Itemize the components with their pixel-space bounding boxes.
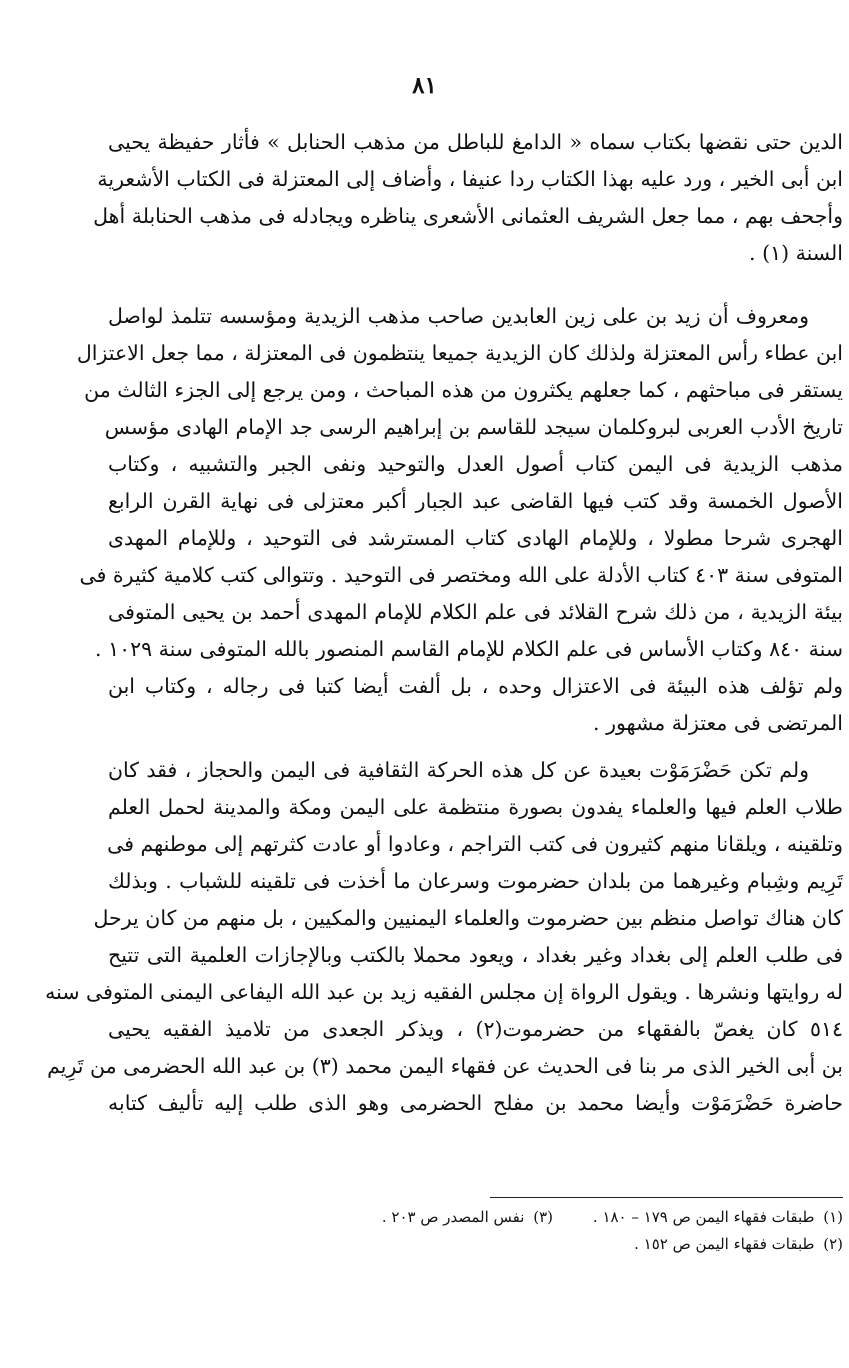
- footnote-row: [150, 1231, 843, 1258]
- text-line: السنة (١) .: [749, 241, 843, 265]
- paragraph-1: [93, 124, 843, 272]
- text-line: له روايتها ونشرها . ويقول الرواة إن مجلس الفقيه زيد بن عبد الله اليفاعى اليمنى المتوفى سنه: [45, 980, 843, 1004]
- text-line: وتلقينه ، ويلقانا منهم كثيرون فى كتب التراجم ، وعادوا أو عادت كثرتهم إلى موطنهم فى: [107, 832, 843, 856]
- page-number: ٨١: [412, 72, 437, 99]
- text-line: مذهب الزيدية فى اليمن كتاب أصول العدل والتوحيد ونفى الجبر والتشبيه ، وكتاب: [108, 452, 843, 476]
- text-line: بيئة الزيدية ، من ذلك شرح القلائد فى علم الكلام للإمام المهدى أحمد بن يحيى المتوفى: [108, 600, 843, 624]
- text-line: سنة ٨٤٠ وكتاب الأساس فى علم الكلام للإمام القاسم المنصور بالله المتوفى سنة ١٠٢٩ .: [95, 637, 843, 661]
- text-line: تاريخ الأدب العربى لبروكلمان سيجد للقاسم بن إبراهيم الرسى جد الإمام الهادى مؤسس: [104, 415, 843, 439]
- text-line: فى طلب العلم إلى بغداد وغير بغداد ، ويعود محملا بالكتب وبالإجازات العلمية التى تتيح: [108, 943, 843, 967]
- footnote-text: طبقات فقهاء اليمن ص ١٧٩ – ١٨٠ .: [592, 1208, 815, 1226]
- footnote-1: [553, 1204, 843, 1231]
- text-line: ولم تؤلف هذه البيئة فى الاعتزال وحده ، بل ألفت أيضا كتبا فى رجاله ، وكتاب ابن: [108, 674, 843, 698]
- footnote-number: (١): [823, 1208, 843, 1226]
- paragraph-3: [45, 752, 843, 1122]
- text-line: طلاب العلم فيها والعلماء يفدون بصورة منتظمة على اليمن ومكة والمدينة لحمل العلم: [108, 795, 843, 819]
- main-text: [45, 124, 843, 1122]
- footnote-text: طبقات فقهاء اليمن ص ١٥٢ .: [634, 1235, 815, 1253]
- text-line: الهجرى شرحا مطولا ، وللإمام الهادى كتاب المسترشد فى التوحيد ، وللإمام المهدى: [108, 526, 843, 550]
- text-line: تَرِيم وشِبام وغيرهما من بلدان حضرموت وسرعان ما أخذت فى تلقينه للشباب . وبذلك: [108, 869, 843, 893]
- footnote-text: نفس المصدر ص ٢٠٣ .: [381, 1208, 525, 1226]
- text-line: كان هناك تواصل منظم بين حضرموت والعلماء اليمنيين والمكيين ، بل منهم من كان يرحل: [93, 906, 843, 930]
- footnote-divider: [490, 1197, 843, 1198]
- footnote-row: [150, 1204, 843, 1231]
- paragraph-spacer: [108, 742, 843, 752]
- text-line: ومعروف أن زيد بن على زين العابدين صاحب مذهب الزيدية ومؤسسه تتلمذ لواصل: [108, 304, 809, 328]
- text-line: ولم تكن حَضْرَمَوْت بعيدة عن كل هذه الحركة الثقافية فى اليمن والحجاز ، فقد كان: [108, 758, 809, 782]
- text-line: الدين حتى نقضها بكتاب سماه « الدامغ للباطل من مذهب الحنابل » فأثار حفيظة يحيى: [108, 130, 843, 154]
- footnote-3: [382, 1204, 553, 1231]
- footnote-number: (٢): [823, 1235, 843, 1253]
- paragraph-2: [76, 298, 843, 742]
- footnotes: [150, 1204, 843, 1258]
- text-line: ابن عطاء رأس المعتزلة ولذلك كان الزيدية جميعا ينتظمون فى المعتزلة ، مما جعل الاعتزال: [76, 341, 843, 365]
- text-line: حاضرة حَضْرَمَوْت وأيضا محمد بن مفلح الحضرمى وهو الذى طلب إليه تأليف كتابه: [108, 1091, 843, 1115]
- text-line: ابن أبى الخير ، ورد عليه بهذا الكتاب ردا عنيفا ، وأضاف إلى المعتزلة فى الكتاب الأشعرية: [97, 167, 843, 191]
- text-line: وأجحف بهم ، مما جعل الشريف العثمانى الأشعرى يناظره ويجادله فى مذهب الحنابلة أهل: [93, 204, 843, 228]
- text-line: الأصول الخمسة وقد كتب فيها القاضى عبد الجبار أكبر معتزلى فى نهاية القرن الرابع: [108, 489, 843, 513]
- text-line: بن أبى الخير الذى مر بنا فى الحديث عن فقهاء اليمن محمد (٣) بن عبد الله الحضرمى من تَرِيم: [47, 1054, 843, 1078]
- footnote-2: [553, 1231, 843, 1258]
- paragraph-spacer: [108, 272, 843, 298]
- footnote-number: (٣): [533, 1208, 553, 1226]
- text-line: المرتضى فى معتزلة مشهور .: [593, 711, 843, 735]
- text-line: ٥١٤ كان يغصّ بالفقهاء من حضرموت(٢) ، ويذكر الجعدى من تلاميذ الفقيه يحيى: [108, 1017, 843, 1041]
- text-line: يستقر فى مباحثهم ، كما جعلهم يكثرون من هذه المباحث ، ومن يرجع إلى الجزء الثالث من: [84, 378, 843, 402]
- text-line: المتوفى سنة ٤٠٣ كتاب الأدلة على الله ومختصر فى التوحيد . وتتوالى كتب كلامية كثيرة فى: [79, 563, 843, 587]
